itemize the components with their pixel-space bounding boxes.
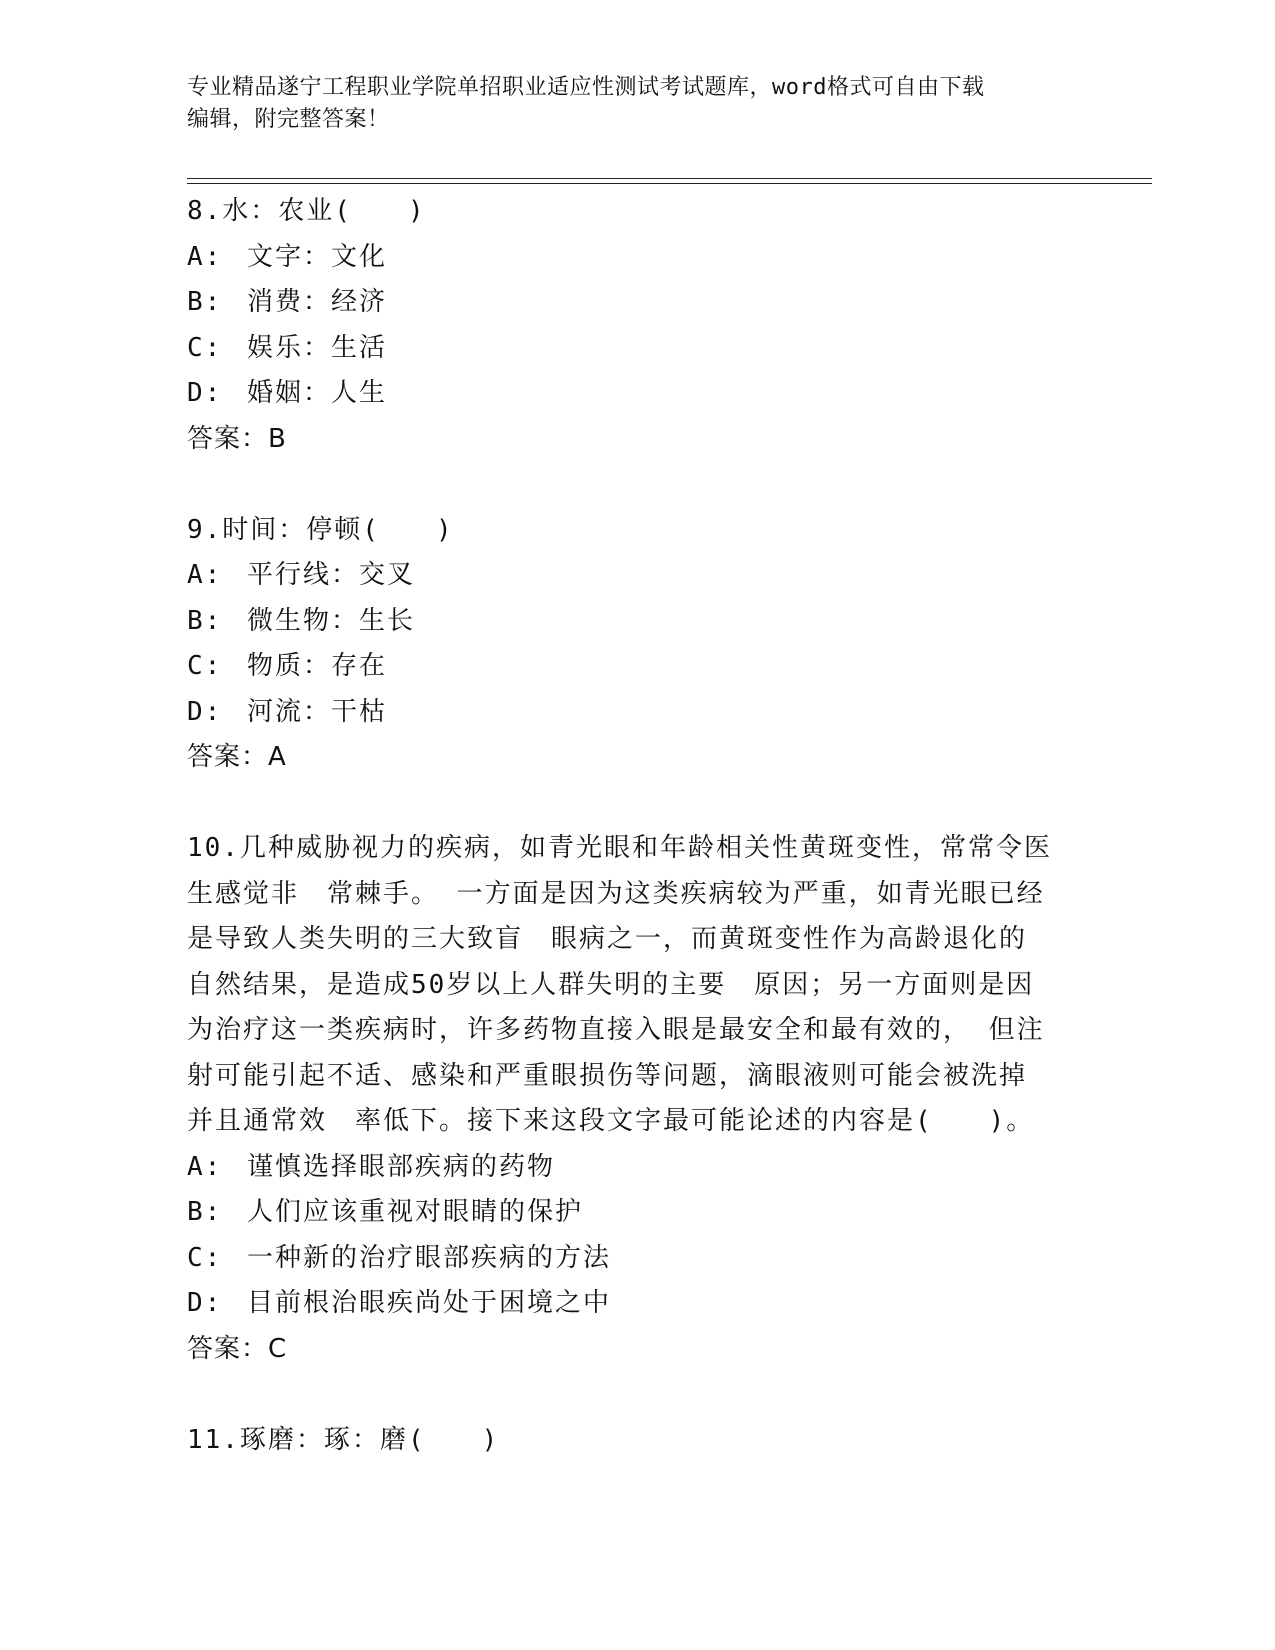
question-8 bbox=[187, 189, 1087, 462]
option-d bbox=[187, 1281, 1087, 1327]
question-stem: 9.时间：停顿( ) bbox=[187, 514, 454, 545]
option-text: 平行线：交叉 bbox=[247, 560, 416, 590]
question-stem-line: 自然结果，是造成50岁以上人群失明的主要 原因；另一方面则是因 bbox=[187, 969, 1035, 1000]
header-line-2: 编辑，附完整答案！ bbox=[187, 107, 390, 132]
question-stem: 11.琢磨：琢：磨( ) bbox=[187, 1424, 500, 1455]
header-divider-bottom bbox=[187, 183, 1152, 184]
option-key: C: bbox=[187, 332, 223, 363]
option-a bbox=[187, 553, 1087, 599]
question-9 bbox=[187, 508, 1087, 781]
answer-line: 答案：A bbox=[187, 742, 287, 772]
option-a bbox=[187, 235, 1087, 281]
question-stem: 8.水：农业( ) bbox=[187, 196, 426, 226]
option-key: C: bbox=[187, 651, 223, 681]
spacer bbox=[187, 1372, 1087, 1418]
header-divider-top bbox=[187, 178, 1152, 179]
question-stem-line: 是导致人类失明的三大致盲 眼病之一，而黄斑变性作为高龄退化的 bbox=[187, 924, 1028, 954]
option-key: D: bbox=[187, 696, 223, 727]
question-list bbox=[187, 189, 1087, 1463]
option-d bbox=[187, 371, 1087, 417]
option-text: 河流：干枯 bbox=[247, 696, 388, 727]
answer-line: 答案：B bbox=[187, 423, 287, 454]
option-text: 消费：经济 bbox=[247, 287, 388, 317]
option-b bbox=[187, 280, 1087, 326]
option-text: 物质：存在 bbox=[247, 651, 388, 681]
option-key: B: bbox=[187, 1197, 223, 1227]
option-text: 一种新的治疗眼部疾病的方法 bbox=[247, 1242, 612, 1273]
option-text: 目前根治眼疾尚处于困境之中 bbox=[247, 1288, 612, 1318]
option-key: A: bbox=[187, 1151, 223, 1182]
option-text: 谨慎选择眼部疾病的药物 bbox=[247, 1151, 556, 1182]
option-d bbox=[187, 690, 1087, 736]
question-11 bbox=[187, 1418, 1087, 1464]
question-stem-line: 射可能引起不适、感染和严重眼损伤等问题，滴眼液则可能会被洗掉 bbox=[187, 1060, 1028, 1091]
option-c bbox=[187, 1236, 1087, 1282]
option-key: D: bbox=[187, 378, 223, 408]
option-key: C: bbox=[187, 1242, 223, 1273]
question-stem-line: 生感觉非 常棘手。 一方面是因为这类疾病较为严重，如青光眼已经 bbox=[187, 878, 1045, 909]
answer-line: 答案：C bbox=[187, 1333, 288, 1364]
spacer bbox=[187, 462, 1087, 508]
option-c bbox=[187, 326, 1087, 372]
option-key: B: bbox=[187, 605, 223, 636]
question-stem-line: 为治疗这一类疾病时，许多药物直接入眼是最安全和最有效的， 但注 bbox=[187, 1015, 1045, 1045]
option-text: 婚姻：人生 bbox=[247, 378, 388, 408]
option-key: B: bbox=[187, 287, 223, 317]
option-a bbox=[187, 1145, 1087, 1191]
header-line-1: 专业精品遂宁工程职业学院单招职业适应性测试考试题库，word格式可自由下载 bbox=[187, 75, 985, 100]
spacer bbox=[187, 781, 1087, 827]
option-key: D: bbox=[187, 1288, 223, 1318]
option-text: 文字：文化 bbox=[247, 241, 388, 272]
question-stem-line: 并且通常效 率低下。接下来这段文字最可能论述的内容是( )。 bbox=[187, 1106, 1035, 1136]
option-key: A: bbox=[187, 560, 223, 590]
page-header bbox=[187, 72, 1067, 136]
option-c bbox=[187, 644, 1087, 690]
question-10 bbox=[187, 826, 1087, 1372]
option-b bbox=[187, 599, 1087, 645]
option-key: A: bbox=[187, 241, 223, 272]
option-text: 娱乐：生活 bbox=[247, 332, 388, 363]
question-stem-line: 10.几种威胁视力的疾病，如青光眼和年龄相关性黄斑变性，常常令医 bbox=[187, 833, 1052, 863]
option-b bbox=[187, 1190, 1087, 1236]
option-text: 微生物：生长 bbox=[247, 605, 416, 636]
option-text: 人们应该重视对眼睛的保护 bbox=[247, 1197, 584, 1227]
